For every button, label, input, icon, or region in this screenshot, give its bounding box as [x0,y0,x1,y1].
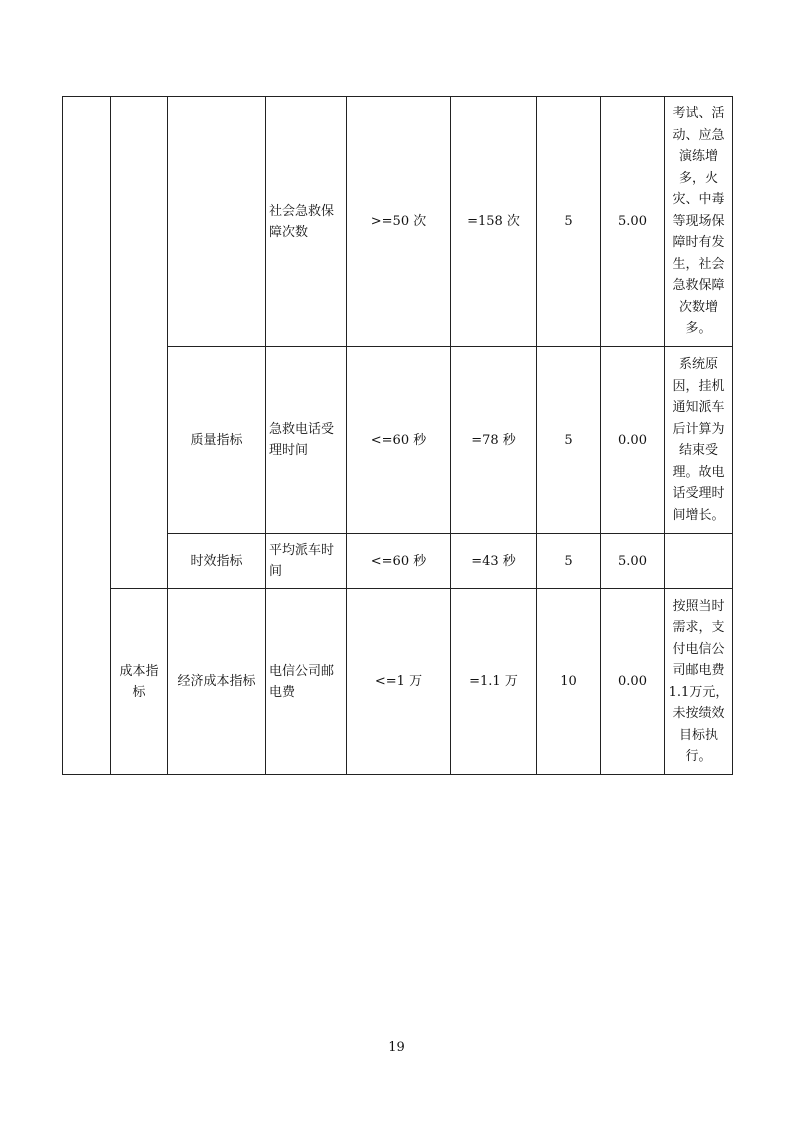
score-cell: 0.00 [601,347,665,534]
actual-cell: =78 秒 [451,347,537,534]
target-cell: <=60 秒 [347,534,451,589]
subcategory-cell [168,97,266,347]
score-cell: 0.00 [601,589,665,775]
actual-cell: =1.1 万 [451,589,537,775]
note-cell: 按照当时需求，支付电信公司邮电费1.1万元，未按绩效目标执行。 [665,589,733,775]
weight-cell: 10 [537,589,601,775]
actual-cell: =158 次 [451,97,537,347]
weight-cell: 5 [537,347,601,534]
level1-cell [63,97,111,775]
target-cell: >=50 次 [347,97,451,347]
score-cell: 5.00 [601,97,665,347]
subcategory-cell: 时效指标 [168,534,266,589]
indicator-cell: 社会急救保障次数 [266,97,347,347]
note-cell [665,534,733,589]
performance-table [62,96,733,775]
table-row [63,97,733,347]
weight-cell: 5 [537,97,601,347]
category-cell [111,97,168,589]
page-number: 19 [388,1040,405,1055]
weight-cell: 5 [537,534,601,589]
target-cell: <=60 秒 [347,347,451,534]
note-cell: 考试、活动、应急演练增多，火灾、中毒等现场保障时有发生，社会急救保障次数增多。 [665,97,733,347]
subcategory-cell: 质量指标 [168,347,266,534]
table-row [63,589,733,775]
subcategory-cell: 经济成本指标 [168,589,266,775]
indicator-cell: 急救电话受理时间 [266,347,347,534]
indicator-cell: 平均派车时间 [266,534,347,589]
actual-cell: =43 秒 [451,534,537,589]
note-cell: 系统原因，挂机通知派车后计算为结束受理。故电话受理时间增长。 [665,347,733,534]
indicator-cell: 电信公司邮电费 [266,589,347,775]
target-cell: <=1 万 [347,589,451,775]
score-cell: 5.00 [601,534,665,589]
category-cell: 成本指标 [111,589,168,775]
